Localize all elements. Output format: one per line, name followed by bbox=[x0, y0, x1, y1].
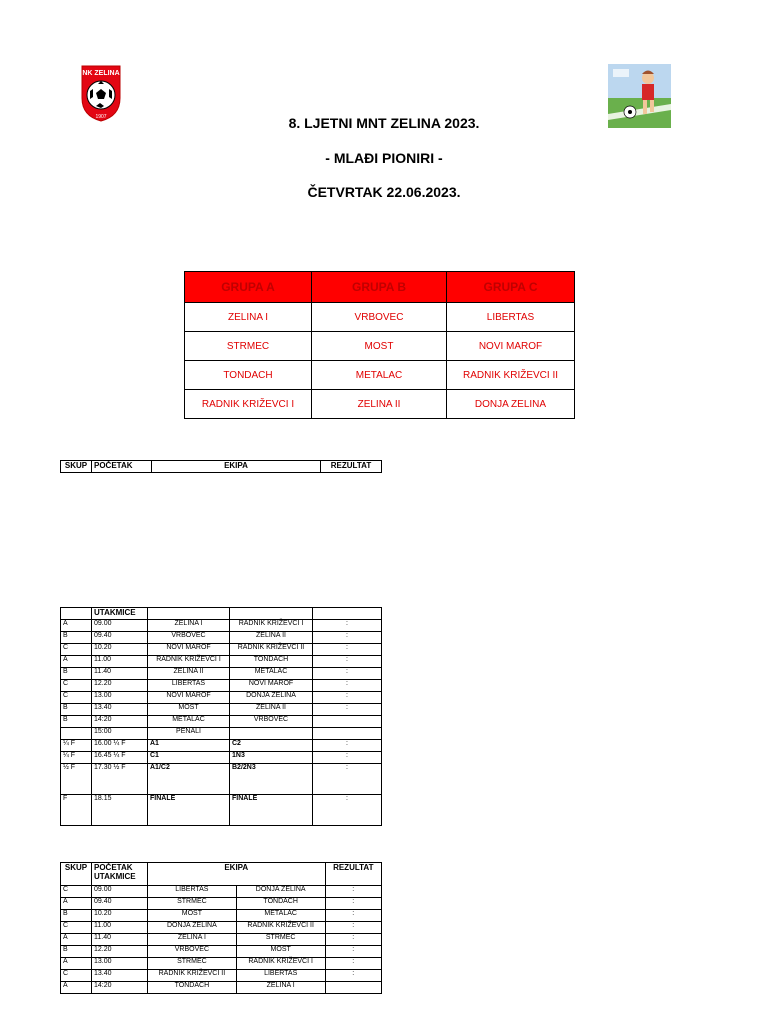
time-cell: 11.40 bbox=[92, 934, 148, 946]
group-cell: C bbox=[61, 886, 92, 898]
result-cell: : bbox=[325, 946, 381, 958]
col-pocetak: POČETAK UTAKMICE bbox=[92, 863, 148, 886]
time-cell: 09.00 bbox=[92, 620, 148, 632]
group-cell: ½ F bbox=[61, 764, 92, 795]
group-cell: C bbox=[61, 970, 92, 982]
group-cell: B bbox=[61, 910, 92, 922]
home-team-cell: MOST bbox=[148, 910, 237, 922]
group-cell: ¼ F bbox=[61, 752, 92, 764]
result-cell: : bbox=[325, 934, 381, 946]
result-cell: : bbox=[313, 656, 382, 668]
result-cell: : bbox=[325, 958, 381, 970]
table-row bbox=[61, 795, 382, 826]
time-cell: 13.40 bbox=[92, 970, 148, 982]
result-cell bbox=[325, 982, 381, 994]
time-cell: 14:20 bbox=[92, 716, 148, 728]
group-cell: A bbox=[61, 958, 92, 970]
result-cell bbox=[313, 716, 382, 728]
home-team-cell: TONDACH bbox=[148, 982, 237, 994]
group-cell bbox=[61, 728, 92, 740]
table-row bbox=[61, 704, 382, 716]
table-row bbox=[61, 680, 382, 692]
home-team-cell: ZELINA I bbox=[148, 934, 237, 946]
team-cell: RADNIK KRIŽEVCI I bbox=[185, 390, 312, 419]
schedule-header-table bbox=[60, 460, 382, 473]
table-row bbox=[61, 910, 382, 922]
group-cell: B bbox=[61, 704, 92, 716]
away-team-cell: FINALE bbox=[230, 795, 313, 826]
col-rezultat: REZULTAT bbox=[325, 863, 381, 886]
table-row bbox=[61, 656, 382, 668]
table-row bbox=[61, 740, 382, 752]
table-row bbox=[185, 361, 575, 390]
table-row bbox=[61, 922, 382, 934]
away-team-cell: C2 bbox=[230, 740, 313, 752]
time-cell: 16.00 ¼ F bbox=[92, 740, 148, 752]
team-cell: ZELINA I bbox=[185, 303, 312, 332]
away-team-cell: TONDACH bbox=[230, 656, 313, 668]
col-ekipa: EKIPA bbox=[152, 461, 321, 473]
time-cell: 14:20 bbox=[92, 982, 148, 994]
group-cell: C bbox=[61, 922, 92, 934]
table-row bbox=[61, 886, 382, 898]
result-cell: : bbox=[313, 668, 382, 680]
home-team-cell: METALAC bbox=[148, 716, 230, 728]
table-row bbox=[61, 632, 382, 644]
result-cell: : bbox=[313, 752, 382, 764]
away-team-cell: B2/2N3 bbox=[230, 764, 313, 795]
time-cell: 12.20 bbox=[92, 946, 148, 958]
result-cell: : bbox=[313, 692, 382, 704]
time-cell: 13.00 bbox=[92, 958, 148, 970]
group-cell: B bbox=[61, 716, 92, 728]
col-rezultat: REZULTAT bbox=[321, 461, 382, 473]
home-team-cell: PENALI bbox=[148, 728, 230, 740]
result-cell bbox=[313, 728, 382, 740]
home-team-cell: STRMEC bbox=[148, 958, 237, 970]
time-cell: 16.45 ¼ F bbox=[92, 752, 148, 764]
home-team-cell: NOVI MAROF bbox=[148, 692, 230, 704]
time-cell: 11.00 bbox=[92, 656, 148, 668]
table-row bbox=[185, 303, 575, 332]
home-team-cell: NOVI MAROF bbox=[148, 644, 230, 656]
home-team-cell: STRMEC bbox=[148, 898, 237, 910]
group-cell: A bbox=[61, 982, 92, 994]
result-cell: : bbox=[313, 795, 382, 826]
table-row bbox=[61, 958, 382, 970]
table-row bbox=[61, 692, 382, 704]
team-cell: LIBERTAS bbox=[447, 303, 575, 332]
team-cell: TONDACH bbox=[185, 361, 312, 390]
group-cell: B bbox=[61, 946, 92, 958]
table-row bbox=[185, 390, 575, 419]
home-team-cell: LIBERTAS bbox=[148, 680, 230, 692]
table-row bbox=[61, 668, 382, 680]
home-team-cell: DONJA ZELINA bbox=[148, 922, 237, 934]
away-team-cell: ZELINA I bbox=[236, 982, 325, 994]
group-cell: F bbox=[61, 795, 92, 826]
away-team-cell: DONJA ZELINA bbox=[230, 692, 313, 704]
result-cell: : bbox=[313, 704, 382, 716]
category-title: - MLAĐI PIONIRI - bbox=[325, 150, 443, 166]
result-cell: : bbox=[313, 740, 382, 752]
team-cell: METALAC bbox=[312, 361, 447, 390]
team-cell: RADNIK KRIŽEVCI II bbox=[447, 361, 575, 390]
table-row bbox=[61, 728, 382, 740]
logo-year: 1907 bbox=[95, 114, 107, 120]
away-team-cell: NOVI MAROF bbox=[230, 680, 313, 692]
table-row bbox=[61, 898, 382, 910]
table-row bbox=[185, 332, 575, 361]
result-cell: : bbox=[313, 644, 382, 656]
home-team-cell: ZELINA I bbox=[148, 620, 230, 632]
home-team-cell: MOST bbox=[148, 704, 230, 716]
result-cell: : bbox=[325, 898, 381, 910]
home-team-cell: RADNIK KRIŽEVCI I bbox=[148, 656, 230, 668]
away-team-cell: RADNIK KRIŽEVCI I bbox=[230, 620, 313, 632]
time-cell: 13.00 bbox=[92, 692, 148, 704]
away-team-cell: VRBOVEC bbox=[230, 716, 313, 728]
away-team-cell: STRMEC bbox=[236, 934, 325, 946]
away-team-cell: METALAC bbox=[236, 910, 325, 922]
away-team-cell: LIBERTAS bbox=[236, 970, 325, 982]
team-cell: MOST bbox=[312, 332, 447, 361]
time-cell: 10.20 bbox=[92, 910, 148, 922]
club-logo bbox=[80, 64, 122, 122]
table-row bbox=[61, 764, 382, 795]
home-team-cell: VRBOVEC bbox=[148, 632, 230, 644]
group-cell: C bbox=[61, 644, 92, 656]
table-row bbox=[61, 752, 382, 764]
result-cell: : bbox=[313, 632, 382, 644]
time-cell: 09.40 bbox=[92, 898, 148, 910]
away-team-cell: RADNIK KRIŽEVCI II bbox=[230, 644, 313, 656]
time-cell: 10.20 bbox=[92, 644, 148, 656]
away-team-cell: RADNIK KRIŽEVCI I bbox=[236, 958, 325, 970]
table-row bbox=[61, 982, 382, 994]
table-row bbox=[61, 716, 382, 728]
home-team-cell: A1/C2 bbox=[148, 764, 230, 795]
away-team-cell: DONJA ZELINA bbox=[236, 886, 325, 898]
time-cell: 09.40 bbox=[92, 632, 148, 644]
group-cell: B bbox=[61, 668, 92, 680]
result-cell: : bbox=[313, 680, 382, 692]
schedule-table-1 bbox=[60, 607, 382, 826]
away-team-cell: METALAC bbox=[230, 668, 313, 680]
away-team-cell: MOST bbox=[236, 946, 325, 958]
team-cell: NOVI MAROF bbox=[447, 332, 575, 361]
home-team-cell: C1 bbox=[148, 752, 230, 764]
col-skup: SKUP bbox=[61, 461, 92, 473]
time-cell: 11.40 bbox=[92, 668, 148, 680]
date-title: ČETVRTAK 22.06.2023. bbox=[307, 184, 461, 200]
away-team-cell: ZELINA II bbox=[230, 632, 313, 644]
time-cell: 15:00 bbox=[92, 728, 148, 740]
time-cell: 18.15 bbox=[92, 795, 148, 826]
group-b-header: GRUPA B bbox=[312, 272, 447, 303]
result-cell: : bbox=[325, 922, 381, 934]
table-row bbox=[61, 644, 382, 656]
home-team-cell: FINALE bbox=[148, 795, 230, 826]
table-row bbox=[61, 946, 382, 958]
table-row bbox=[61, 620, 382, 632]
result-cell: : bbox=[313, 764, 382, 795]
groups-table bbox=[184, 271, 575, 419]
home-team-cell: LIBERTAS bbox=[148, 886, 237, 898]
col-utakmice: UTAKMICE bbox=[92, 608, 148, 620]
result-cell: : bbox=[325, 886, 381, 898]
away-team-cell: RADNIK KRIŽEVCI II bbox=[236, 922, 325, 934]
group-cell: A bbox=[61, 620, 92, 632]
schedule-table-2 bbox=[60, 862, 382, 994]
time-cell: 11.00 bbox=[92, 922, 148, 934]
group-cell: C bbox=[61, 680, 92, 692]
group-cell: A bbox=[61, 656, 92, 668]
team-cell: STRMEC bbox=[185, 332, 312, 361]
result-cell: : bbox=[325, 910, 381, 922]
result-cell: : bbox=[325, 970, 381, 982]
home-team-cell: RADNIK KRIŽEVCI II bbox=[148, 970, 237, 982]
group-cell: B bbox=[61, 632, 92, 644]
group-cell: A bbox=[61, 898, 92, 910]
home-team-cell: A1 bbox=[148, 740, 230, 752]
col-ekipa: EKIPA bbox=[148, 863, 326, 886]
group-cell: C bbox=[61, 692, 92, 704]
group-cell: ¼ F bbox=[61, 740, 92, 752]
col-skup: SKUP bbox=[61, 863, 92, 886]
time-cell: 17.30 ½ F bbox=[92, 764, 148, 795]
table-row bbox=[61, 934, 382, 946]
group-c-header: GRUPA C bbox=[447, 272, 575, 303]
home-team-cell: ZELINA II bbox=[148, 668, 230, 680]
group-a-header: GRUPA A bbox=[185, 272, 312, 303]
table-row bbox=[61, 970, 382, 982]
team-cell: ZELINA II bbox=[312, 390, 447, 419]
team-cell: DONJA ZELINA bbox=[447, 390, 575, 419]
time-cell: 12.20 bbox=[92, 680, 148, 692]
tournament-title: 8. LJETNI MNT ZELINA 2023. bbox=[288, 115, 480, 131]
away-team-cell bbox=[230, 728, 313, 740]
time-cell: 13.40 bbox=[92, 704, 148, 716]
time-cell: 09.00 bbox=[92, 886, 148, 898]
logo-text: NK ZELINA bbox=[82, 70, 120, 77]
col-pocetak: POČETAK bbox=[92, 461, 152, 473]
home-team-cell: VRBOVEC bbox=[148, 946, 237, 958]
team-cell: VRBOVEC bbox=[312, 303, 447, 332]
group-cell: A bbox=[61, 934, 92, 946]
away-team-cell: 1N3 bbox=[230, 752, 313, 764]
result-cell: : bbox=[313, 620, 382, 632]
away-team-cell: TONDACH bbox=[236, 898, 325, 910]
away-team-cell: ZELINA II bbox=[230, 704, 313, 716]
